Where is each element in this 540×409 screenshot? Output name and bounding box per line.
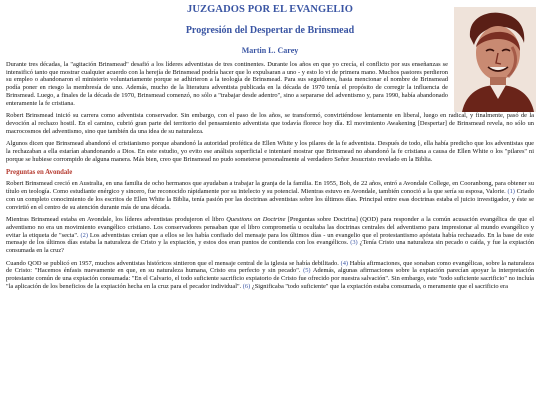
book-title: Questions on Doctrine xyxy=(226,216,286,224)
footnote-link-4[interactable]: (4) xyxy=(340,259,349,267)
article-page xyxy=(0,4,540,409)
text-segment: Criado con un completo conocimiento de los escritos de Ellen White la Biblia, tenía pasión por las doctrinas adventistas sobre los últimos días. Principal entre esas doctrinas estaba el juicio investigador, y éste se convirtió en el centro de su atención durante más de una década. xyxy=(6,188,534,211)
text-segment: Además, algunas afirmaciones sobre la expiación parecían apoyar la interpretación protestante común de una expiación consumada: "En el Calvario, el todo suficiente sacrificio expiatorio de Cristo fue ofrecido por nuestra salvación". Sin embargo, este "todo suficiente sacrificio" no incluía "la aplicación de los beneficios de la expiación hecha en la cruz para el pecador individual". xyxy=(6,267,534,290)
paragraph-early-life xyxy=(6,180,534,211)
paragraph-career: Robert Brinsmead inició su carrera como adventista conservador. Sin embargo, con el paso de los años, se transformó, convirtiéndose lentamente en liberal, luego en radical, y finalmente, pasó de la devoción al rechazo hostil. En el camino, cubrió gran parte del territorio del pensamiento adventista que todavía florece hoy día. El movimiento Awakening [Despertar] de Brinsmead revela, no sólo un macrocosmos del adventismo, sino que también da una idea de su naturaleza. xyxy=(6,112,534,135)
article-subtitle: Progresión del Despertar de Brinsmead xyxy=(185,25,355,36)
author-portrait-photo xyxy=(454,7,536,112)
text-segment: Mientras Brinsmead estaba en Avondale, los líderes adventistas produjeron el libro xyxy=(6,216,225,224)
text-segment: Cuando QOD se publicó en 1957, muchos adventistas históricos sintieron que el mensaje central de la iglesia se había debilitado. xyxy=(6,259,339,267)
text-segment: Los adventistas creían que a ellos se les había confiado del mensaje para los últimos días - un evangelio que el protestantismo apóstata había rechazado. En la base de este mensaje de los últimos días estaba la naturaleza de Cristo y la expiación, y estos dos eran puntos de contienda con los evangélicos. xyxy=(6,231,534,247)
article-author: Martin L. Carey xyxy=(241,46,299,55)
text-segment: ¿Significaba "todo suficiente" que la expiación estaba consumada, o meramente que el sacrificio era xyxy=(251,282,508,290)
paragraph-qod-1957 xyxy=(6,260,534,291)
footnote-link-1[interactable]: (1) xyxy=(507,188,515,196)
text-segment: ¿Tenía Cristo una naturaleza sin pecado o caída, y fue la expiación consumada en la cruz? xyxy=(6,239,535,255)
text-segment: Robert Brinsmead creció en Australia, en una familia de ocho hermanos que ayudaban a trabajar la granja de la familia. En 1955, Bob, de 22 años, entró a Avondale College, en Cooranbong, para obtener su título en teología. Como estudiante enérgico y sincero, fue reconocido rápidamente por su intelecto y su potencial. Mientras estuvo en Avondale, también conoció a la que sería su esposa, Valorie. xyxy=(6,180,534,196)
section-heading-avondale: Preguntas en Avondale xyxy=(6,169,73,177)
portrait-illustration xyxy=(454,7,536,112)
paragraph-intro: Durante tres décadas, la "agitación Brinsmead" desafió a los líderes adventistas de tres continentes. Durante los años en que yo crecía, el conflicto por sus enseñanzas se intensificó tanto que mostrar cualquier acuerdo con la herejía de Brinsmead podría hacer que lo expulsaran a uno - y esto lo vi de primera mano. Muchos pastores perdieron su empleo o abandonaron el ministerio voluntariamente porque se adhirieron a la teología de Brinsmead. Para sus seguidores, hasta mencionar el nombre de Brinsmead podía poner en riesgo la membresía de uno. Además, mucho de la literatura adventista publicada en la década de 1970 tenía el propósito de corregir la influencia de Brinsmead. Luego, a finales de la década de 1970, Brinsmead comenzó, no sólo a "trabajar desde adentro", sino a separarse del adventismo y, para 1990, había abandonado enteramente la fe cristiana. xyxy=(6,61,448,107)
paragraph-qod xyxy=(6,216,534,255)
paragraph-departure: Algunos dicen que Brinsmead abandonó el cristianismo porque abandonó la autoridad profética de Ellen White y los pilares de la fe adventista. Después de todo, ella había predicho que los adventistas que la rechazaban a ella estarían abandonando a Dios. En este estudio, yo evito ese análisis superficial e intentaré mostrar que Brinsmead no abandonó la fe cristiana a causa de Ellen White o los "pilares" ni porque se hubiese corrompido de alguna manera. Más bien, creo que Brinsmead no pudo someterse personalmente al verdadero Señor Jesucristo revelado en la Biblia. xyxy=(6,140,534,163)
footnote-link-2[interactable]: (2) xyxy=(80,231,88,239)
article-title: JUZGADOS POR EL EVANGELIO xyxy=(187,4,353,15)
text-segment: Había afirmaciones, que sonaban como evangélicas, sobre la naturaleza de Cristo: "Hacemos énfasis nuevamente en que, en su naturaleza humana, Cristo era perfecto y sin pecado". xyxy=(6,259,534,275)
text-segment: [Preguntas sobre Doctrina] (QOD) para responder a la común acusación evangélica de que el adventismo no era un movimiento evangélico cristiano. Los conservadores pensaban que el libro comprometía u ocultaba las doctrinas centrales del adventismo para impresionar al mundo evangélico y evitar la etiqueta de "secta". xyxy=(6,216,534,239)
footnote-link-6[interactable]: (6) xyxy=(242,282,251,290)
footnote-link-5[interactable]: (5) xyxy=(303,267,311,275)
footnote-link-3[interactable]: (3) xyxy=(350,239,358,247)
